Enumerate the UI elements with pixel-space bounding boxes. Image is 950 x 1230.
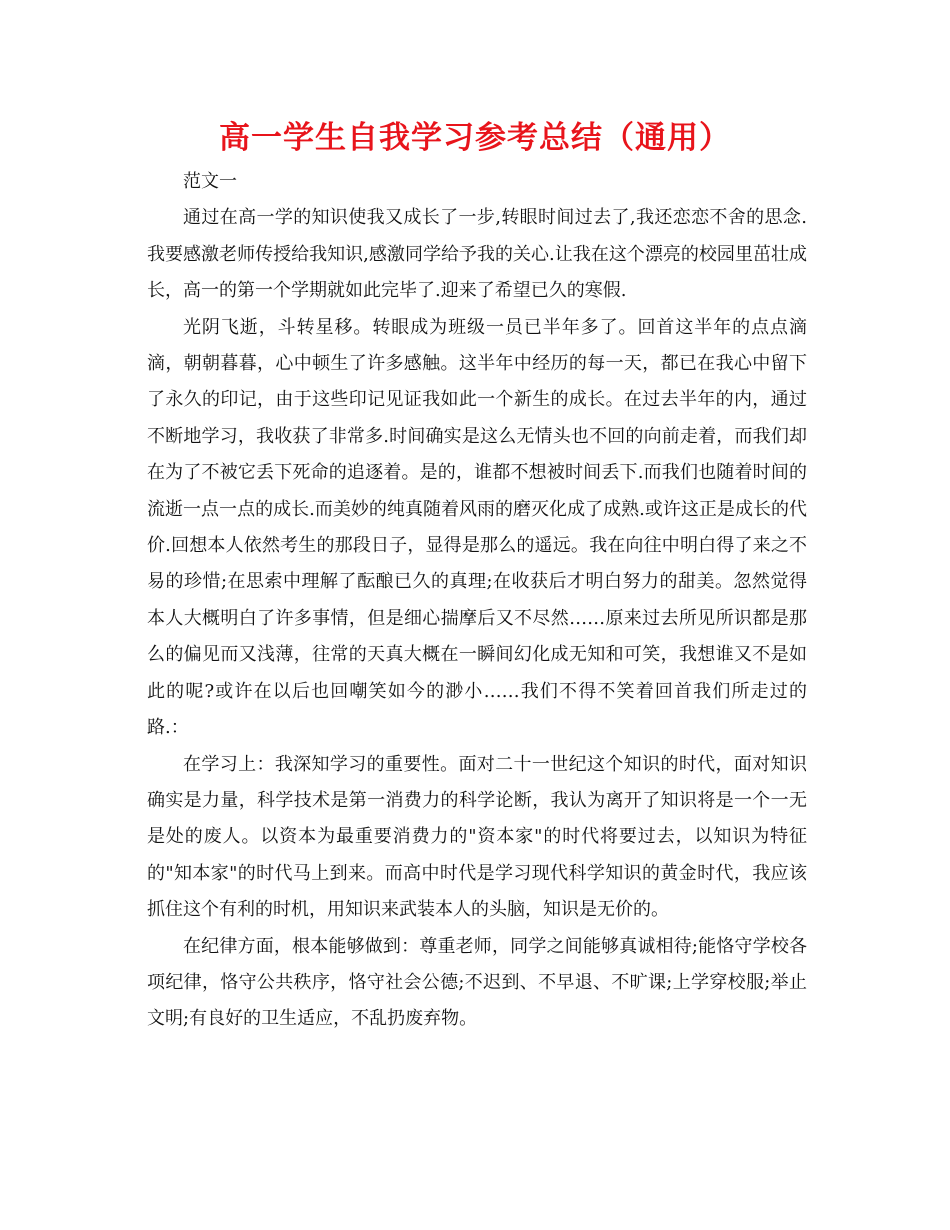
paragraph-study: 在学习上：我深知学习的重要性。面对二十一世纪这个知识的时代，面对知识确实是力量，科学技术是第一消费力的科学论断，我认为离开了知识将是一个一无是处的废人。以资本为最重要消费力的"资本家"的时代将要过去，以知识为特征的"知本家"的时代马上到来。而高中时代是学习现代科学知识的黄金时代，我应该抓住这个有利的时机，用知识来武装本人的头脑，知识是无价的。: [147, 753, 807, 921]
document-body: [147, 164, 807, 1038]
paragraph-discipline: 在纪律方面，根本能够做到：尊重老师，同学之间能够真诚相待;能恪守学校各项纪律，恪守公共秩序，恪守社会公德;不迟到、不早退、不旷课;上学穿校服;举止文明;有良好的卫生适应，不乱扔废弃物。: [147, 935, 807, 1030]
paragraph-intro: 通过在高一学的知识使我又成长了一步,转眼时间过去了,我还恋恋不舍的思念.我要感激老师传授给我知识,感激同学给予我的关心.让我在这个漂亮的校园里茁壮成长，高一的第一个学期就如此完毕了.迎来了希望已久的寒假.: [147, 207, 807, 302]
document-title: 高一学生自我学习参考总结（通用）: [219, 120, 731, 156]
paragraph-reflection: 光阴飞逝，斗转星移。转眼成为班级一员已半年多了。回首这半年的点点滴滴，朝朝暮暮，心中顿生了许多感触。这半年中经历的每一天，都已在我心中留下了永久的印记，由于这些印记见证我如此一个新生的成长。在过去半年的内，通过不断地学习，我收获了非常多.时间确实是这么无情头也不回的向前走着，而我们却在为了不被它丢下死命的追逐着。是的，谁都不想被时间丢下.而我们也随着时间的流逝一点一点的成长.而美妙的纯真随着风雨的磨灭化成了成熟.或许这正是成长的代价.回想本人依然考生的那段日子，显得是那么的遥远。我在向往中明白得了来之不易的珍惜;在思索中理解了酝酿已久的真理;在收获后才明白努力的甜美。忽然觉得本人大概明白了许多事情，但是细心揣摩后又不尽然……原来过去所见所识都是那么的偏见而又浅薄，往常的天真大概在一瞬间幻化成无知和可笑，我想谁又不是如此的呢?或许在以后也回嘲笑如今的渺小……我们不得不笑着回首我们所走过的路.：: [147, 316, 807, 739]
paragraph-label: 范文一: [183, 171, 237, 192]
